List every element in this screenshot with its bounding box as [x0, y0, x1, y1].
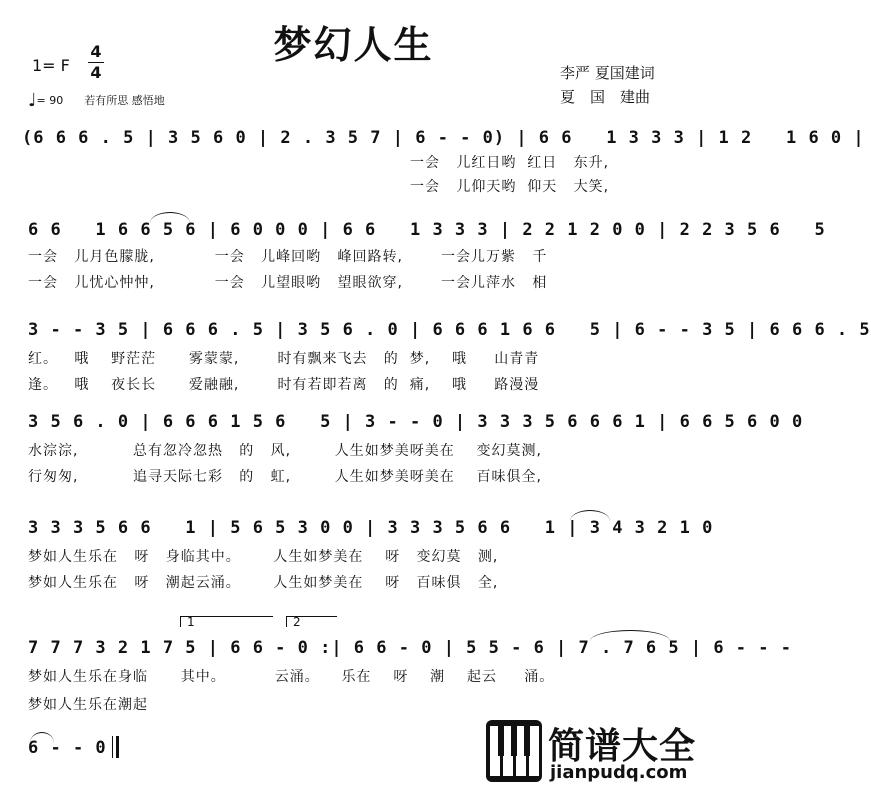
- notation-row-1: (6 6 6 . 5 | 3 5 6 0 | 2 . 3 5 7 | 6 - - 0) | 6 6 1 3 3 3 | 1 2 1 6 0 |: [22, 128, 865, 148]
- notation-row-7: 6 - - 0: [28, 738, 107, 758]
- tempo-marking: [28, 90, 165, 111]
- notation-row-5: 3 3 3 5 6 6 1 | 5 6 5 3 0 0 | 3 3 3 5 6 6 1 | 3 4 3 2 1 0: [28, 518, 714, 538]
- lyric-row-2-verse-2: 一会 儿忧心忡忡, 一会 儿望眼哟 望眼欲穿, 一会儿萍水 相: [28, 275, 548, 291]
- tempo-value: = 90: [36, 94, 64, 107]
- lyric-row-5-verse-2: 梦如人生乐在 呀 潮起云涌。 人生如梦美在 呀 百味俱 全,: [28, 575, 499, 591]
- lyric-row-4-verse-1: 水淙淙, 总有忽冷忽热 的 风, 人生如梦美呀美在 变幻莫测,: [28, 443, 542, 459]
- lyric-row-1-verse-2: 一会 儿仰天哟 仰天 大笑,: [410, 179, 610, 195]
- composer-credit: 夏 国 建曲: [560, 88, 651, 106]
- site-logo: [486, 712, 706, 790]
- time-signature: [86, 42, 106, 83]
- tie-mark: [150, 212, 190, 223]
- first-ending-number: 1: [187, 615, 195, 629]
- lyric-row-2-verse-1: 一会 儿月色朦胧, 一会 儿峰回哟 峰回路转, 一会儿万紫 千: [28, 249, 548, 265]
- second-ending-bracket: [286, 616, 337, 627]
- song-title: 梦幻人生: [273, 22, 434, 67]
- lyric-row-6-verse-1: 梦如人生乐在身临 其中。 云涌。 乐在 呀 潮 起云 涌。: [28, 669, 555, 685]
- final-barline-thick: [116, 736, 119, 758]
- time-numerator: 4: [90, 42, 102, 61]
- notation-row-2: 6 6 1 6 6 5 6 | 6 0 0 0 | 6 6 1 3 3 3 | 2 2 1 2 0 0 | 2 2 3 5 6 5: [28, 220, 826, 240]
- notation-row-4: 3 5 6 . 0 | 6 6 6 1 5 6 5 | 3 - - 0 | 3 3 3 5 6 6 6 1 | 6 6 5 6 0 0: [28, 412, 804, 432]
- second-ending-number: 2: [293, 615, 301, 629]
- notation-row-6: 7 7 7 3 2 1 7 5 | 6 6 - 0 :| 6 6 - 0 | 5 5 - 6 | 7 . 7 6 5 | 6 - - -: [28, 638, 792, 658]
- time-denominator: 4: [90, 63, 102, 82]
- lyricist-credit: 李严 夏国建词: [560, 64, 655, 82]
- lyric-row-6-verse-2: 梦如人生乐在潮起: [28, 697, 148, 713]
- notation-row-3: 3 - - 3 5 | 6 6 6 . 5 | 3 5 6 . 0 | 6 6 6 1 6 6 5 | 6 - - 3 5 | 6 6 6 . 5: [28, 320, 871, 340]
- expression-text: 若有所思 感悟地: [84, 94, 165, 107]
- lyric-row-4-verse-2: 行匆匆, 追寻天际七彩 的 虹, 人生如梦美呀美在 百味俱全,: [28, 469, 542, 485]
- lyric-row-3-verse-1: 红。 哦 野茫茫 雾蒙蒙, 时有飘来飞去 的 梦, 哦 山青青: [28, 351, 540, 367]
- piano-keys-icon: [486, 720, 542, 782]
- first-ending-bracket: [180, 616, 273, 627]
- tie-mark: [570, 510, 610, 521]
- quarter-note-icon: ♩: [28, 90, 37, 111]
- lyric-row-3-verse-2: 逢。 哦 夜长长 爱融融, 时有若即若离 的 痛, 哦 路漫漫: [28, 377, 540, 393]
- logo-url: jianpudq.com: [550, 762, 688, 783]
- lyric-row-5-verse-1: 梦如人生乐在 呀 身临其中。 人生如梦美在 呀 变幻莫 测,: [28, 549, 499, 565]
- lyric-row-1-verse-1: 一会 儿红日哟 红日 东升,: [410, 155, 610, 171]
- logo-text: 简谱大全: [548, 726, 697, 767]
- tie-mark: [590, 630, 670, 641]
- final-barline-thin: [112, 736, 113, 758]
- key-signature: 1= F: [32, 56, 70, 75]
